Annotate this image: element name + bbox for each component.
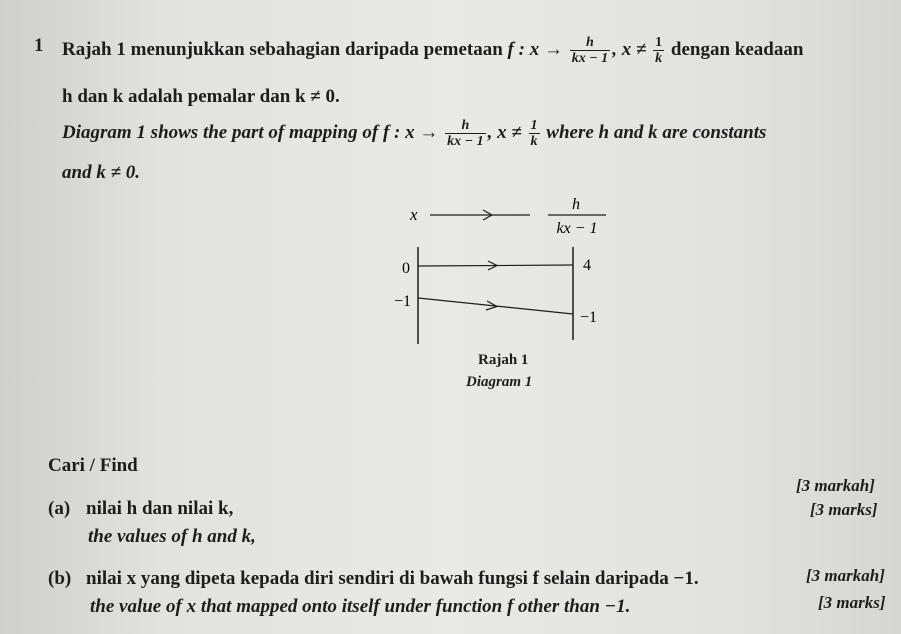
english-stem-post: where h and k are constants [546,121,767,143]
reciprocal-fraction-english [529,118,540,149]
malay-stem-post: dengan keadaan [670,38,804,60]
domain-restriction: , x ≠ [612,38,647,60]
malay-stem-text: Rajah 1 menunjukkan sebahagian daripada pemetaan [62,38,503,60]
domain-value-1: −1 [394,293,412,310]
part-b-label: (b) [48,568,72,589]
image-value-1: −1 [580,309,598,326]
domain-value-0: 0 [402,260,410,277]
part-a-malay: nilai h dan nilai k, [86,498,234,519]
codomain-numerator: h [572,196,580,213]
domain-restriction-english: , x ≠ [487,121,522,143]
mapping-fraction [570,35,610,66]
domain-label: x [410,205,418,224]
part-a-label: (a) [48,498,71,519]
malay-stem-line2: h dan k adalah pemalar dan k ≠ 0. [62,86,340,107]
part-b-marks-malay: [3 markah] [806,566,885,585]
part-a-marks-english: [3 marks] [810,500,878,519]
mapping-diagram [380,192,620,352]
question-number: 1 [34,35,44,56]
reciprocal-denominator: k [655,51,663,66]
reciprocal-fraction [653,35,664,66]
part-a-marks-malay: [3 markah] [796,476,875,495]
mapping-fraction-english [445,118,485,149]
diagram-caption-malay: Rajah 1 [478,352,529,368]
part-a-english: the values of h and k, [88,526,256,547]
find-heading: Cari / Find [48,455,138,476]
english-stem-line2: and k ≠ 0. [62,162,140,183]
fraction-numerator-english: h [445,118,485,134]
reciprocal-numerator: 1 [655,35,663,50]
codomain-denominator: kx − 1 [556,220,598,237]
part-b-malay: nilai x yang dipeta kepada diri sendiri di bawah fungsi f selain daripada −1. [86,568,699,589]
fraction-numerator: h [570,35,610,51]
mapping-notation: f : x → [507,38,563,60]
english-stem-text: Diagram 1 shows the part of mapping of [62,121,379,143]
english-stem-line1 [62,118,766,149]
part-b-marks-english: [3 marks] [818,593,886,612]
mapping-notation-english: f : x → [382,121,439,143]
malay-stem-line1 [62,35,803,66]
image-value-0: 4 [583,257,591,274]
fraction-denominator-english: kx − 1 [447,134,484,149]
part-b-english: the value of x that mapped onto itself under function f other than −1. [90,596,631,617]
diagram-caption-english: Diagram 1 [466,374,533,390]
fraction-denominator: kx − 1 [571,51,609,66]
reciprocal-denominator-english: k [530,134,538,149]
reciprocal-numerator-english: 1 [530,118,538,133]
